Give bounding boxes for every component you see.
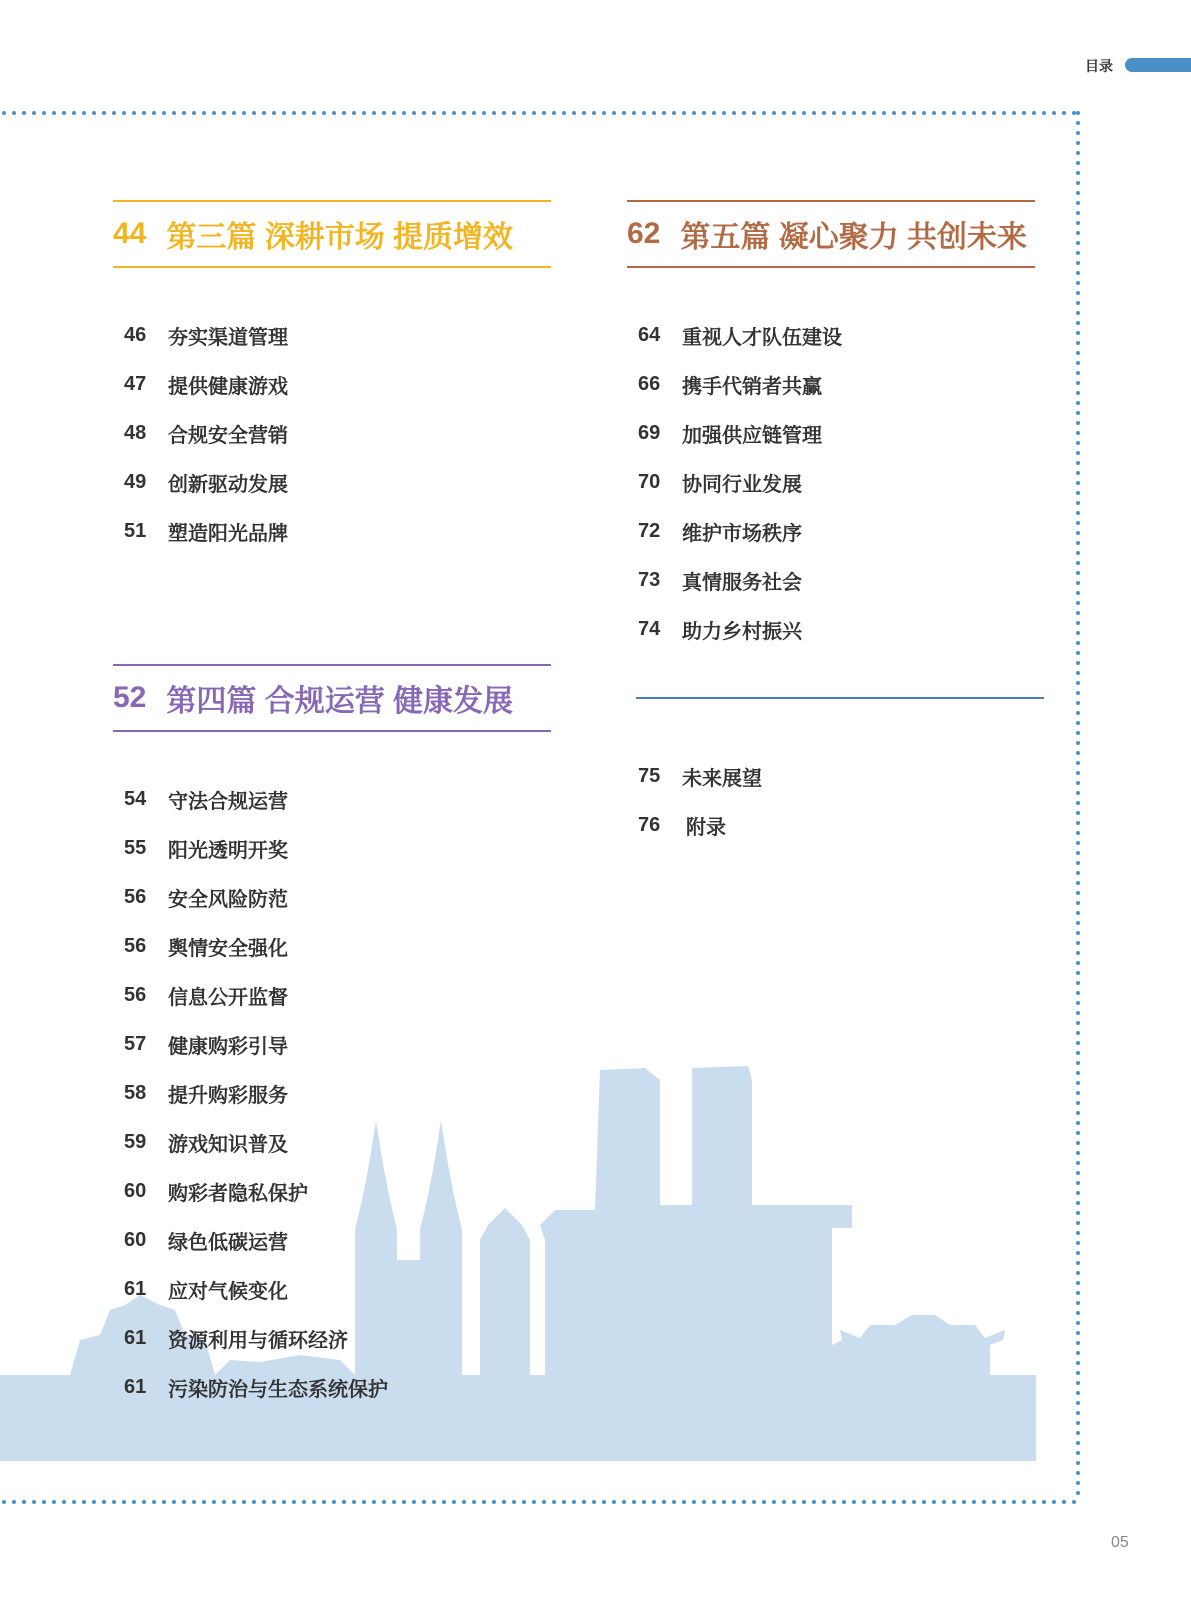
header-label: 目录: [1085, 58, 1113, 74]
section-3-title[interactable]: [113, 200, 551, 268]
toc-item[interactable]: 58 提升购彩服务: [124, 1082, 288, 1107]
toc-item[interactable]: 56 舆情安全强化: [124, 935, 288, 960]
toc-item[interactable]: 48 合规安全营销: [124, 422, 288, 447]
section-3-page: 44: [113, 217, 147, 250]
section-4-title[interactable]: [113, 664, 551, 732]
toc-item[interactable]: 70 协同行业发展: [638, 471, 802, 496]
toc-item[interactable]: 69 加强供应链管理: [638, 422, 822, 447]
toc-item[interactable]: 60 绿色低碳运营: [124, 1229, 288, 1254]
toc-item[interactable]: 49 创新驱动发展: [124, 471, 288, 496]
toc-item[interactable]: 75 未来展望: [638, 765, 762, 790]
toc-item[interactable]: 61 污染防治与生态系统保护: [124, 1376, 388, 1401]
toc-item[interactable]: 56 信息公开监督: [124, 984, 288, 1009]
toc-item[interactable]: 59 游戏知识普及: [124, 1131, 288, 1156]
toc-item[interactable]: 61 应对气候变化: [124, 1278, 288, 1303]
toc-item[interactable]: 60 购彩者隐私保护: [124, 1180, 308, 1205]
toc-item[interactable]: 74 助力乡村振兴: [638, 618, 802, 643]
toc-item[interactable]: 66 携手代销者共赢: [638, 373, 822, 398]
section-5-page: 62: [627, 217, 661, 250]
toc-item[interactable]: 64 重视人才队伍建设: [638, 324, 842, 349]
toc-item[interactable]: 61 资源利用与循环经济: [124, 1327, 348, 1352]
section-5-list: [638, 311, 842, 654]
section-4-list: [124, 775, 388, 1412]
extras-list: [638, 752, 762, 850]
section-5-title[interactable]: [627, 200, 1035, 268]
page-number: 05: [1111, 1534, 1129, 1551]
section-4-label: 第四篇 合规运营 健康发展: [166, 685, 514, 718]
toc-item[interactable]: 47 提供健康游戏: [124, 373, 288, 398]
toc-item[interactable]: 54 守法合规运营: [124, 788, 288, 813]
toc-item[interactable]: 56 安全风险防范: [124, 886, 288, 911]
section-5-label: 第五篇 凝心聚力 共创未来: [680, 221, 1028, 254]
section-3-list: [124, 311, 288, 556]
extras-divider: [636, 697, 1044, 699]
section-4-page: 52: [113, 681, 147, 714]
toc-item[interactable]: 72 维护市场秩序: [638, 520, 802, 545]
section-3-label: 第三篇 深耕市场 提质增效: [166, 221, 514, 254]
toc-item[interactable]: 51 塑造阳光品牌: [124, 520, 288, 545]
toc-item[interactable]: 55 阳光透明开奖: [124, 837, 288, 862]
toc-item[interactable]: 46 夯实渠道管理: [124, 324, 288, 349]
toc-item[interactable]: 76 附录: [638, 814, 726, 839]
toc-item[interactable]: 57 健康购彩引导: [124, 1033, 288, 1058]
toc-item[interactable]: 73 真情服务社会: [638, 569, 802, 594]
